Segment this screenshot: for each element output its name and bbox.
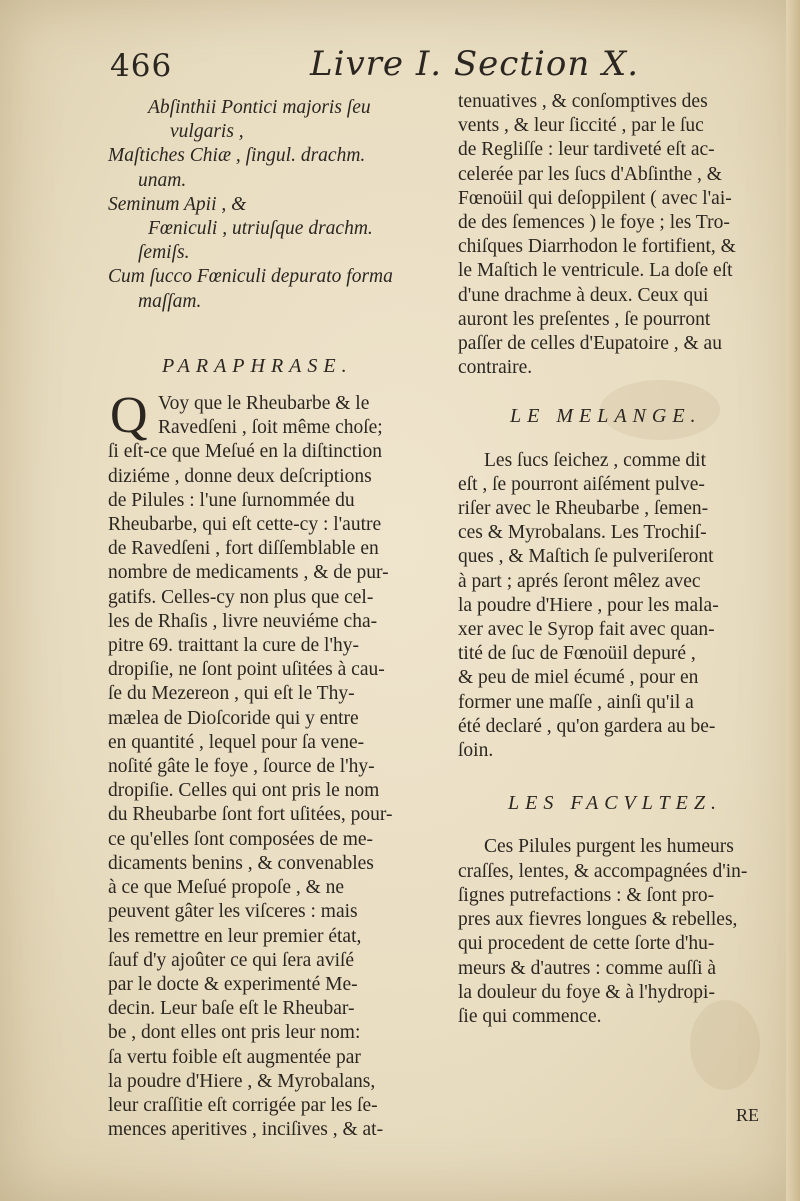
page-edge: [786, 0, 800, 1201]
text-line: chiſques Diarrhodon le fortifient, &: [458, 236, 736, 258]
text-line: de Regliſſe : leur tardiveté eſt ac-: [458, 139, 715, 161]
text-line: tité de ſuc de Fœnoüil depuré ,: [458, 643, 696, 665]
formula-line: Seminum Apii , &: [108, 193, 247, 215]
section-heading-facultez: LES FACVLTEZ.: [508, 792, 722, 815]
text-line: pres aux fievres longues & rebelles,: [458, 909, 738, 931]
text-line: ces & Myrobalans. Les Trochiſ-: [458, 522, 707, 544]
text-line: ſauf d'y ajoûter ce qui ſera aviſé: [108, 949, 355, 971]
text-line: celerée par les ſucs d'Abſinthe , &: [458, 163, 722, 185]
text-line: diziéme , donne deux deſcriptions: [108, 465, 372, 487]
text-line: les remettre en leur premier état,: [108, 925, 362, 947]
text-line: & peu de miel écumé , pour en: [458, 667, 699, 689]
text-line: du Rheubarbe ſont fort uſitées, pour-: [108, 804, 393, 826]
text-line: auront les preſentes , ſe pourront: [458, 308, 711, 330]
text-line: par le docte & experimenté Me-: [108, 973, 358, 995]
formula-block: [108, 96, 448, 314]
text-line: Fœnoüil qui deſoppilent ( avec l'ai-: [458, 187, 732, 209]
page-number: 466: [110, 48, 173, 84]
formula-line: Cum ſucco Fœniculi depurato forma: [108, 266, 393, 288]
text-line: eſt , ſe pourront aiſément pulve-: [458, 473, 705, 495]
text-line: mælea de Dioſcoride qui y entre: [108, 707, 359, 729]
text-line: Rheubarbe, qui eſt cette-cy : l'autre: [108, 514, 382, 536]
text-line: tenuatives , & conſomptives des: [458, 91, 708, 112]
text-line: xer avec le Syrop fait avec quan-: [458, 619, 715, 641]
paraphrase-paragraph: [108, 440, 448, 1142]
catchword: RE: [736, 1105, 760, 1125]
section-heading-paraphrase: PARAPHRASE.: [162, 354, 353, 377]
formula-line: unam.: [138, 169, 187, 191]
formula-line: Abſinthii Pontici majoris ſeu: [148, 97, 371, 118]
text-line: pitre 69. traittant la cure de l'hy-: [108, 635, 359, 657]
text-line: qui procedent de cette ſorte d'hu-: [458, 933, 715, 955]
formula-line: maſſam.: [138, 290, 202, 312]
text-line: riſer avec le Rheubarbe , ſemen-: [458, 498, 709, 520]
text-line: paſſer de celles d'Eupatoire , & au: [458, 333, 722, 355]
text-line: dropiſie, ne ſont point uſitées à cau-: [108, 659, 385, 681]
text-line: d'une drachme à deux. Ceux qui: [458, 284, 709, 306]
page-header: [110, 40, 750, 90]
text-line: ſoin.: [458, 740, 494, 762]
text-line: la poudre d'Hiere , pour les mala-: [458, 594, 719, 616]
text-line: leur craſſitie eſt corrigée par les ſe-: [108, 1094, 378, 1116]
text-line: été declaré , qu'on gardera au be-: [458, 715, 716, 737]
text-line: dropiſie. Celles qui ont pris le nom: [108, 780, 380, 802]
text-line: gatifs. Celles-cy non plus que cel-: [108, 586, 374, 608]
text-line: peuvent gâter les viſceres : mais: [108, 901, 358, 923]
text-line: ce qu'elles ſont composées de me-: [108, 828, 374, 850]
running-head: Livre I. Section X.: [310, 44, 640, 84]
text-line: noſité gâte le foye , ſource de l'hy-: [108, 756, 375, 778]
text-line: la poudre d'Hiere , & Myrobalans,: [108, 1070, 376, 1092]
text-line: à ce que Meſué propoſe , & ne: [108, 877, 345, 899]
text-line: ſie qui commence.: [458, 1005, 602, 1027]
text-line: Les ſucs ſeichez , comme dit: [484, 449, 707, 471]
text-line: de des ſemences ) le foye ; les Tro-: [458, 212, 730, 234]
melange-paragraph: [458, 449, 770, 764]
text-line: craſſes, lentes, & accompagnées d'in-: [458, 860, 748, 882]
left-column: [108, 96, 448, 1142]
text-line: les de Rhaſis , livre neuviéme cha-: [108, 610, 378, 632]
text-line: le Maſtich le ventricule. La doſe eſt: [458, 260, 733, 282]
text-line: nombre de medicaments , & de pur-: [108, 562, 389, 584]
text-line: Voy que le Rheubarbe & le: [158, 393, 370, 415]
continuation-paragraph: [458, 90, 770, 380]
text-line: la douleur du foye & à l'hydropi-: [458, 981, 715, 1003]
text-line: former une maſſe , ainſi qu'il a: [458, 691, 694, 713]
text-line: ſa vertu foible eſt augmentée par: [108, 1046, 361, 1068]
text-line: contraire.: [458, 357, 533, 379]
facultez-paragraph: [458, 835, 770, 1029]
text-line: dicaments benins , & convenables: [108, 852, 374, 874]
text-line: Ces Pilules purgent les humeurs: [484, 836, 734, 858]
text-line: ſe du Mezereon , qui eſt le Thy-: [108, 683, 355, 705]
formula-line: Fœniculi , utriuſque drachm.: [148, 218, 373, 240]
text-line: vents , & leur ſiccité , par le ſuc: [458, 115, 704, 137]
paragraph-opening: [108, 387, 448, 445]
text-line: de Ravedſeni , fort diſſemblable en: [108, 538, 379, 560]
text-line: decin. Leur baſe eſt le Rheubar-: [108, 998, 355, 1020]
text-line: ſi eſt-ce que Meſué en la diſtinction: [108, 441, 382, 463]
formula-line: vulgaris ,: [170, 121, 244, 143]
formula-line: Maſtiches Chiæ , ſingul. drachm.: [108, 145, 366, 167]
text-line: Ravedſeni , ſoit même choſe;: [158, 417, 383, 439]
text-line: en quantité , lequel pour ſa vene-: [108, 731, 365, 753]
text-line: meurs & d'autres : comme auſſi à: [458, 957, 717, 979]
text-line: à part ; aprés ſeront mêlez avec: [458, 570, 701, 592]
text-line: de Pilules : l'une ſurnommée du: [108, 489, 355, 511]
right-column: [458, 90, 770, 1029]
text-line: ques , & Maſtich ſe pulveriſeront: [458, 546, 714, 568]
text-line: be , dont elles ont pris leur nom:: [108, 1022, 361, 1044]
section-heading-melange: LE MELANGE.: [510, 405, 702, 428]
text-line: ſignes putrefactions : & ſont pro-: [458, 884, 715, 906]
text-line: mences aperitives , inciſives , & at-: [108, 1119, 384, 1141]
formula-line: ſemiſs.: [138, 242, 190, 264]
drop-cap: Q: [110, 387, 148, 445]
